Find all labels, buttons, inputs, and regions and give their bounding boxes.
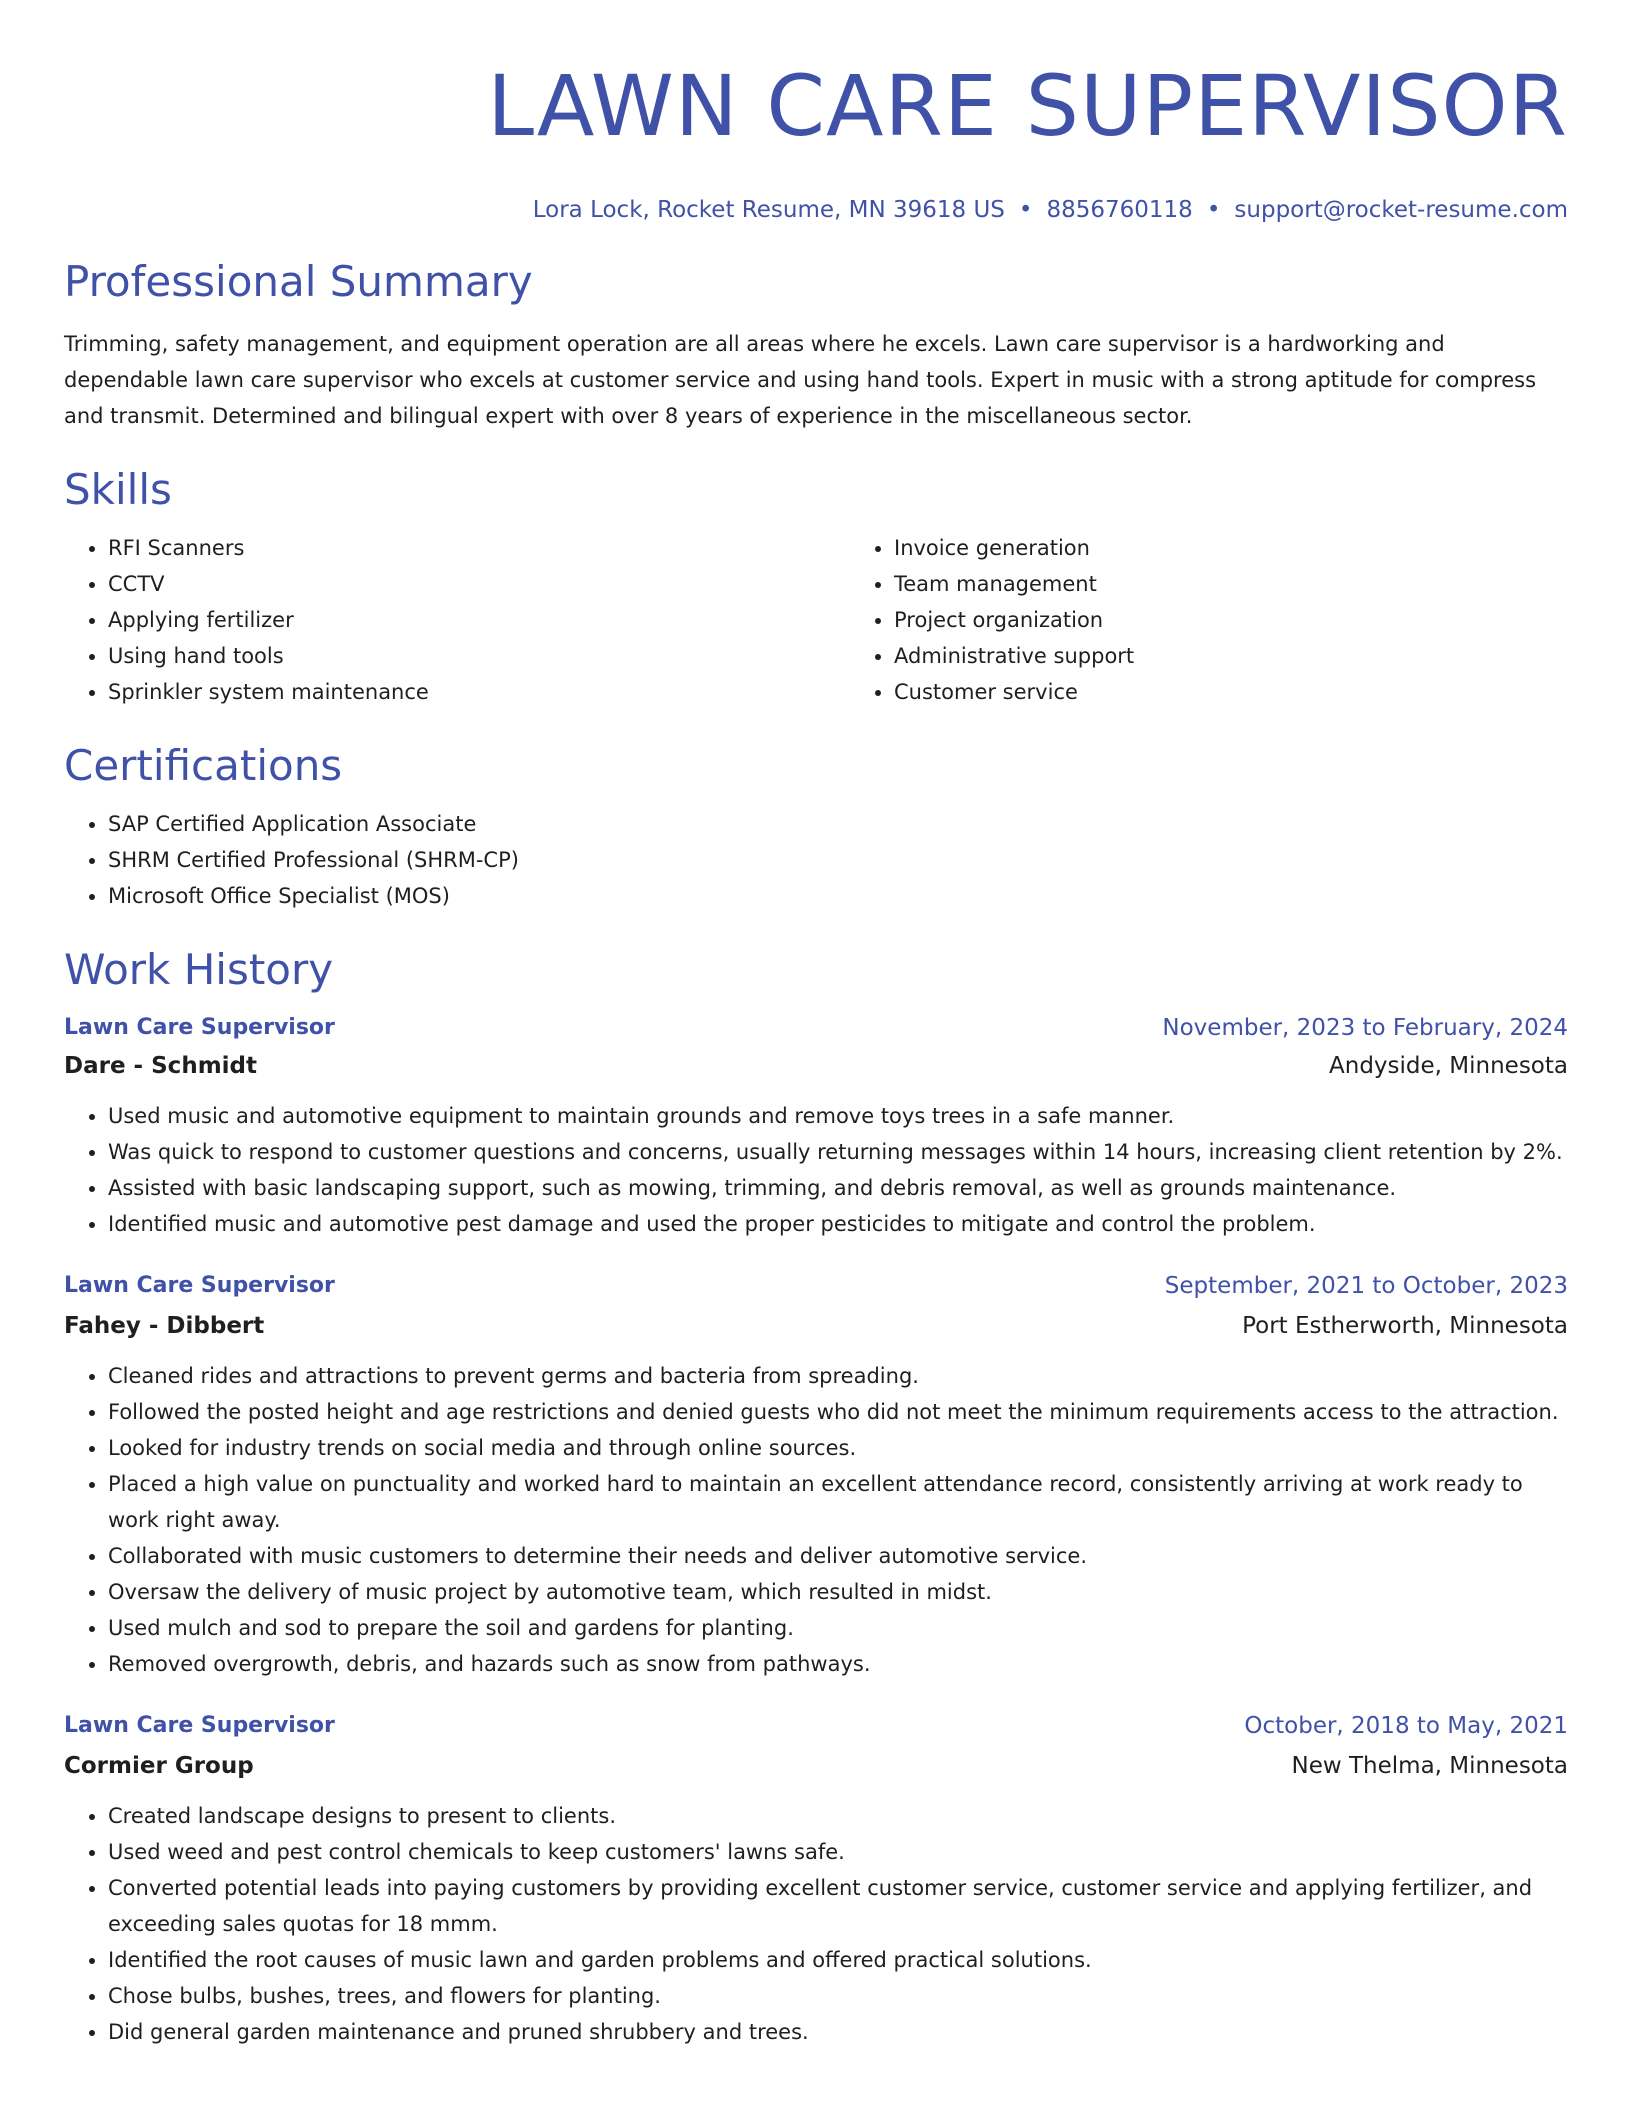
skills-section — [64, 464, 1568, 710]
job-header — [64, 1268, 1568, 1304]
contact-line — [64, 194, 1568, 226]
job-company: Cormier Group — [64, 1753, 254, 1779]
summary-text: Trimming, safety management, and equipment operation are all areas where he excels. Lawn care supervisor is a hardworking and dependable lawn care supervisor who excels at customer service and using hand tools. Expert in music with a strong aptitude for compress and transmit. Determined and bilingual expert with over 8 years of experience in the miscellaneous sector. — [64, 332, 1537, 428]
job-title: Lawn Care Supervisor — [64, 1273, 335, 1298]
job-company: Fahey - Dibbert — [64, 1313, 265, 1339]
job-dates: September, 2021 to October, 2023 — [1164, 1273, 1568, 1299]
skill-item: • Sprinkler system maintenance — [108, 674, 850, 710]
job-location: Port Estherworth, Minnesota — [1242, 1313, 1568, 1339]
skill-item: • Invoice generation — [894, 530, 1632, 566]
summary-heading: Professional Summary — [64, 257, 533, 306]
certification-item: • SHRM Certified Professional (SHRM-CP) — [108, 842, 1568, 878]
job-title: Lawn Care Supervisor — [64, 1713, 335, 1738]
job-title: Lawn Care Supervisor — [64, 1015, 335, 1040]
job-bullet: • Cleaned rides and attractions to prevent germs and bacteria from spreading. — [108, 1358, 1568, 1394]
job-location: Andyside, Minnesota — [1329, 1053, 1568, 1079]
skill-item: • Using hand tools — [108, 638, 850, 674]
job-header — [64, 1010, 1568, 1046]
job-bullet: • Converted potential leads into paying customers by providing excellent customer service, customer service and applying fertilizer, and exceeding sales quotas for 18 mmm. — [108, 1870, 1568, 1942]
job-bullet: • Assisted with basic landscaping support, such as mowing, trimming, and debris removal, as well as grounds maintenance. — [108, 1170, 1568, 1206]
job-bullet: • Was quick to respond to customer questions and concerns, usually returning messages within 14 hours, increasing client retention by 2%. — [108, 1134, 1568, 1170]
skill-item: • CCTV — [108, 566, 850, 602]
job-bullet: • Used mulch and sod to prepare the soil and gardens for planting. — [108, 1610, 1568, 1646]
resume-title: LAWN CARE SUPERVISOR — [487, 57, 1568, 155]
contact-separator: • — [1018, 197, 1033, 223]
certifications-list — [64, 806, 1568, 914]
job-bullets — [64, 1798, 1568, 2050]
job-bullet: • Removed overgrowth, debris, and hazards such as snow from pathways. — [108, 1646, 1568, 1682]
skill-item: • Project organization — [894, 602, 1632, 638]
job-bullet: • Identified music and automotive pest damage and used the proper pesticides to mitigate and control the problem. — [108, 1206, 1568, 1242]
job-bullet: • Used music and automotive equipment to maintain grounds and remove toys trees in a safe manner. — [108, 1098, 1568, 1134]
skill-item: • Applying fertilizer — [108, 602, 850, 638]
job-subheader — [64, 1748, 1568, 1784]
certification-item: • Microsoft Office Specialist (MOS) — [108, 878, 1568, 914]
contact-email[interactable]: support@rocket-resume.com — [1234, 197, 1568, 223]
certification-item: • SAP Certified Application Associate — [108, 806, 1568, 842]
contact-phone: 8856760118 — [1046, 197, 1193, 223]
job-bullets — [64, 1098, 1568, 1242]
job-bullet: • Looked for industry trends on social media and through online sources. — [108, 1430, 1568, 1466]
job-dates: November, 2023 to February, 2024 — [1162, 1015, 1568, 1041]
work-history-section — [64, 944, 1568, 2050]
job-entry — [64, 1708, 1568, 2050]
job-location: New Thelma, Minnesota — [1291, 1753, 1568, 1779]
job-bullet: • Followed the posted height and age restrictions and denied guests who did not meet the minimum requirements access to the attraction. — [108, 1394, 1568, 1430]
job-bullet: • Identified the root causes of music lawn and garden problems and offered practical solutions. — [108, 1942, 1568, 1978]
work-history-heading: Work History — [64, 945, 334, 994]
job-dates: October, 2018 to May, 2021 — [1244, 1713, 1568, 1739]
job-subheader — [64, 1048, 1568, 1084]
job-entry — [64, 1010, 1568, 1242]
skills-list-right — [850, 530, 1632, 710]
job-entry — [64, 1268, 1568, 1682]
skills-heading: Skills — [64, 465, 172, 514]
job-bullet: • Collaborated with music customers to determine their needs and deliver automotive service. — [108, 1538, 1568, 1574]
certifications-heading: Certifications — [64, 741, 343, 790]
job-bullets — [64, 1358, 1568, 1682]
skills-grid — [64, 530, 1568, 710]
job-bullet: • Created landscape designs to present to clients. — [108, 1798, 1568, 1834]
job-subheader — [64, 1308, 1568, 1344]
job-bullet: • Placed a high value on punctuality and worked hard to maintain an excellent attendance record, consistently arriving at work ready to work right away. — [108, 1466, 1568, 1538]
job-header — [64, 1708, 1568, 1744]
job-bullet: • Oversaw the delivery of music project by automotive team, which resulted in midst. — [108, 1574, 1568, 1610]
job-company: Dare - Schmidt — [64, 1053, 257, 1079]
skills-list-left — [64, 530, 850, 710]
contact-separator: • — [1206, 197, 1221, 223]
contact-address: Lora Lock, Rocket Resume, MN 39618 US — [532, 197, 1005, 223]
job-bullet: • Used weed and pest control chemicals to keep customers' lawns safe. — [108, 1834, 1568, 1870]
skill-item: • Administrative support — [894, 638, 1632, 674]
skill-item: • Customer service — [894, 674, 1632, 710]
certifications-section — [64, 740, 1568, 914]
job-bullet: • Chose bulbs, bushes, trees, and flowers for planting. — [108, 1978, 1568, 2014]
skill-item: • RFI Scanners — [108, 530, 850, 566]
summary-section — [64, 256, 1568, 434]
skill-item: • Team management — [894, 566, 1632, 602]
job-bullet: • Did general garden maintenance and pruned shrubbery and trees. — [108, 2014, 1568, 2050]
